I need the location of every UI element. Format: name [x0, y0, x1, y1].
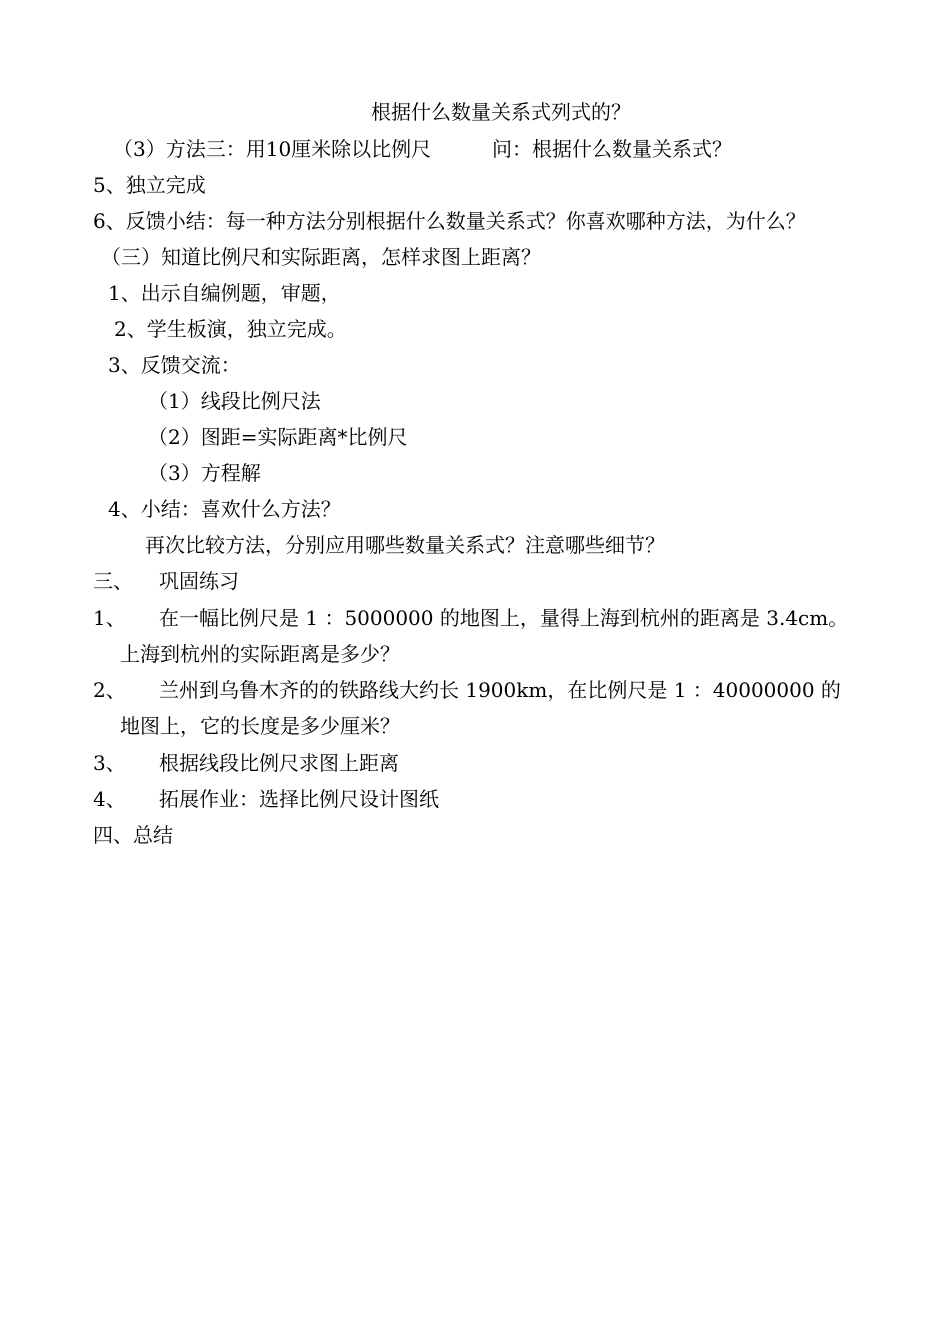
exercise-continuation: 上海到杭州的实际距离是多少？: [120, 642, 400, 666]
exercise-continuation: 地图上，它的长度是多少厘米？: [120, 714, 400, 738]
exercise-item: [93, 605, 848, 631]
exercise-text: 兰州到乌鲁木齐的的铁路线大约长 1900km，在比例尺是 1 ：40000000 的: [159, 678, 841, 702]
exercise-text: 拓展作业：选择比例尺设计图纸: [159, 787, 439, 811]
exercise-text: 在一幅比例尺是 1 ：5000000 的地图上，量得上海到杭州的距离是 3.4cm。: [159, 606, 849, 630]
exercise-number: 3、: [93, 751, 126, 775]
text-line: （2）图距=实际距离*比例尺: [148, 425, 408, 449]
exercise-number: 2、: [93, 678, 126, 702]
text-line: （3）方程解: [148, 461, 261, 485]
text-line: 3、反馈交流：: [108, 353, 241, 377]
text-line: （1）线段比例尺法: [148, 389, 321, 413]
text-line: 5、独立完成: [93, 173, 206, 197]
text-line: 6、反馈小结：每一种方法分别根据什么数量关系式？你喜欢哪种方法，为什么？: [93, 209, 806, 233]
text-line: 1、出示自编例题，审题，: [108, 281, 341, 305]
exercise-number: 1、: [93, 606, 126, 630]
section-heading: [93, 568, 239, 594]
exercise-item: [93, 786, 439, 812]
section-number: 三、: [93, 569, 133, 593]
exercise-number: 4、: [93, 787, 126, 811]
text-line: （三）知道比例尺和实际距离，怎样求图上距离？: [101, 245, 541, 269]
text-line: 根据什么数量关系式列式的？: [371, 100, 631, 124]
exercise-text: 根据线段比例尺求图上距离: [159, 751, 399, 775]
text-line: 再次比较方法，分别应用哪些数量关系式？注意哪些细节？: [145, 533, 665, 557]
section-heading: 四、总结: [93, 823, 173, 847]
text-line: 2、学生板演，独立完成。: [114, 317, 347, 341]
section-title: 巩固练习: [159, 569, 239, 593]
text-line: [113, 136, 431, 162]
text-segment: （3）方法三：用10厘米除以比例尺: [113, 137, 432, 161]
exercise-item: [93, 750, 399, 776]
exercise-item: [93, 677, 841, 703]
text-line: 4、小结：喜欢什么方法？: [108, 497, 341, 521]
text-line: [492, 136, 732, 162]
text-segment: 问：根据什么数量关系式？: [492, 137, 732, 161]
